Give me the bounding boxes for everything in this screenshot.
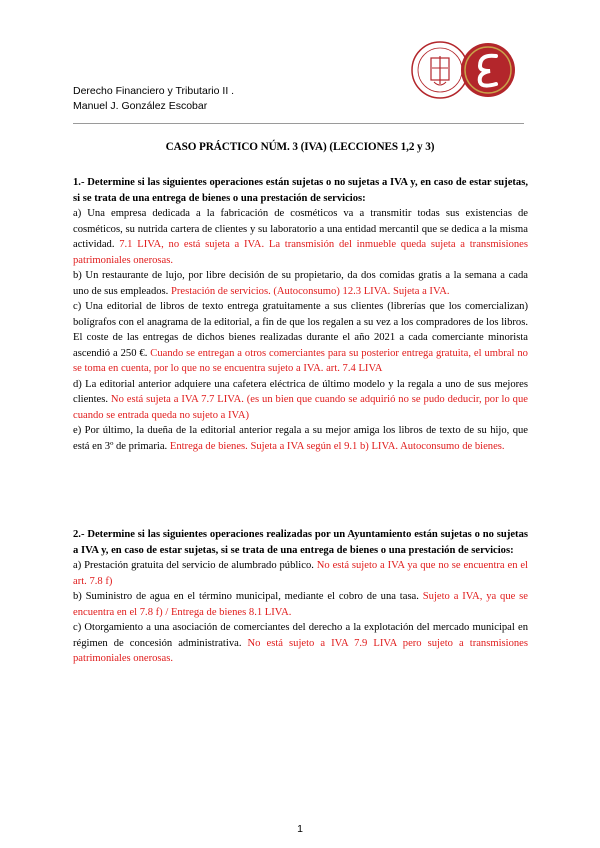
question-2-item-a: a) Prestación gratuita del servicio de alumbrado público. No está sujeto a IVA ya que no se encuentra en el art. 7.8 f): [73, 560, 528, 587]
course-name: Derecho Financiero y Tributario II .: [73, 85, 235, 97]
question-1-item-d: d) La editorial anterior adquiere una cafetera eléctrica de último modelo y la regala a uno de sus mejores clientes. No está sujeta a IVA 7.7 LIVA. (es un bien que cuando se adquirió no se pudo deducir, por lo que cuando se entrada queda no sujeto a IVA): [73, 378, 528, 421]
header-divider: [73, 123, 524, 124]
question-2: [73, 527, 528, 667]
author-name: Manuel J. González Escobar: [73, 99, 208, 112]
page-number: 1: [297, 823, 303, 835]
question-2-heading: 2.- Determine si las siguientes operaciones realizadas por un Ayuntamiento están sujetas o no sujetas a IVA y, en caso de estar sujetas, si se trata de una entrega de bienes o una prestación de servicios:: [73, 529, 528, 556]
answer-text: No está sujeta a IVA 7.7 LIVA. (es un bien que cuando se adquirió no se pudo deducir, por lo que cuando se entrada queda no sujeto a IVA): [73, 394, 528, 421]
university-seal-icon: [412, 42, 468, 98]
question-1-heading: 1.- Determine si las siguientes operaciones están sujetas o no sujetas a IVA y, en caso de estar sujetas, si se trata de una entrega de bienes o una prestación de servicios:: [73, 177, 528, 204]
question-1: [73, 175, 528, 454]
university-logos: [410, 38, 516, 102]
answer-text: Prestación de servicios. (Autoconsumo) 12.3 LIVA. Sujeta a IVA.: [171, 285, 450, 297]
question-1-item-e: e) Por último, la dueña de la editorial anterior regala a su mejor amiga los libros de texto de su hijo, que está en 3º de primaria. Entrega de bienes. Sujeta a IVA según el 9.1 b) LIVA. Autoconsumo de bienes.: [73, 425, 528, 452]
question-2-item-c: c) Otorgamiento a una asociación de comerciantes del derecho a la explotación del mercado municipal en régimen de concesión administrativa. No está sujeto a IVA 7.9 LIVA pero sujeto a transmisiones patrimoniales onerosas.: [73, 622, 529, 664]
question-1-item-a: a) Una empresa dedicada a la fabricación de cosméticos va a transmitir todas sus existencias de cosméticos, su nutrida cartera de clientes y su laboratorio a una entidad mercantil que se dedica a la misma actividad. 7.1 LIVA, no está sujeta a IVA. La transmisión del inmueble queda sujeta a transmisiones patrimoniales onerosas.: [73, 208, 528, 266]
answer-text: Cuando se entregan a otros comerciantes para su posterior entrega gratuita, el umbral no se toma en cuenta, por lo que no se encuentra sujeto a IVA. art. 7.4 LIVA: [73, 347, 528, 374]
question-2-item-b: b) Suministro de agua en el término municipal, mediante el cobro de una tasa. Sujeto a IVA, ya que se encuentra en el 7.8 f) / Entrega de bienes 8.1 LIVA.: [73, 591, 529, 618]
answer-text: Entrega de bienes. Sujeta a IVA según el 9.1 b) LIVA. Autoconsumo de bienes.: [169, 440, 505, 452]
question-1-item-b: b) Un restaurante de lujo, por libre decisión de su propietario, da dos comidas gratis a la semana a cada uno de sus empleados. Prestación de servicios. (Autoconsumo) 12.3 LIVA. Sujeta a IVA.: [73, 270, 528, 297]
faculty-emblem-icon: [461, 43, 515, 97]
question-1-item-c: c) Una editorial de libros de texto entrega gratuitamente a sus clientes (librerías que los comercializan) bolígrafos con el anagrama de la editorial, a fin de que los regalen a su vez a los compradores de los libros. El coste de las entregas de dichos bienes realizadas durante el año 2021 a cada comerciante minorista ascendió a 250 €. Cuando se entregan a otros comerciantes para su posterior entrega gratuita, el umbral no se toma en cuenta, por lo que no se encuentra sujeto a IVA. art. 7.4 LIVA: [73, 301, 528, 374]
answer-text: Sujeto a IVA, ya que se encuentra en el 7.8 f) / Entrega de bienes 8.1 LIVA.: [73, 591, 529, 618]
answer-text: No está sujeto a IVA 7.9 LIVA pero sujeto a transmisiones patrimoniales onerosas.: [73, 637, 529, 664]
answer-text: 7.1 LIVA, no está sujeta a IVA. La transmisión del inmueble queda sujeta a transmisiones patrimoniales onerosas.: [73, 239, 528, 266]
document-title: CASO PRÁCTICO NÚM. 3 (IVA) (LECCIONES 1,2 y 3): [165, 141, 435, 153]
answer-text: No está sujeto a IVA ya que no se encuentra en el art. 7.8 f): [73, 560, 528, 587]
document-header: [73, 84, 234, 113]
